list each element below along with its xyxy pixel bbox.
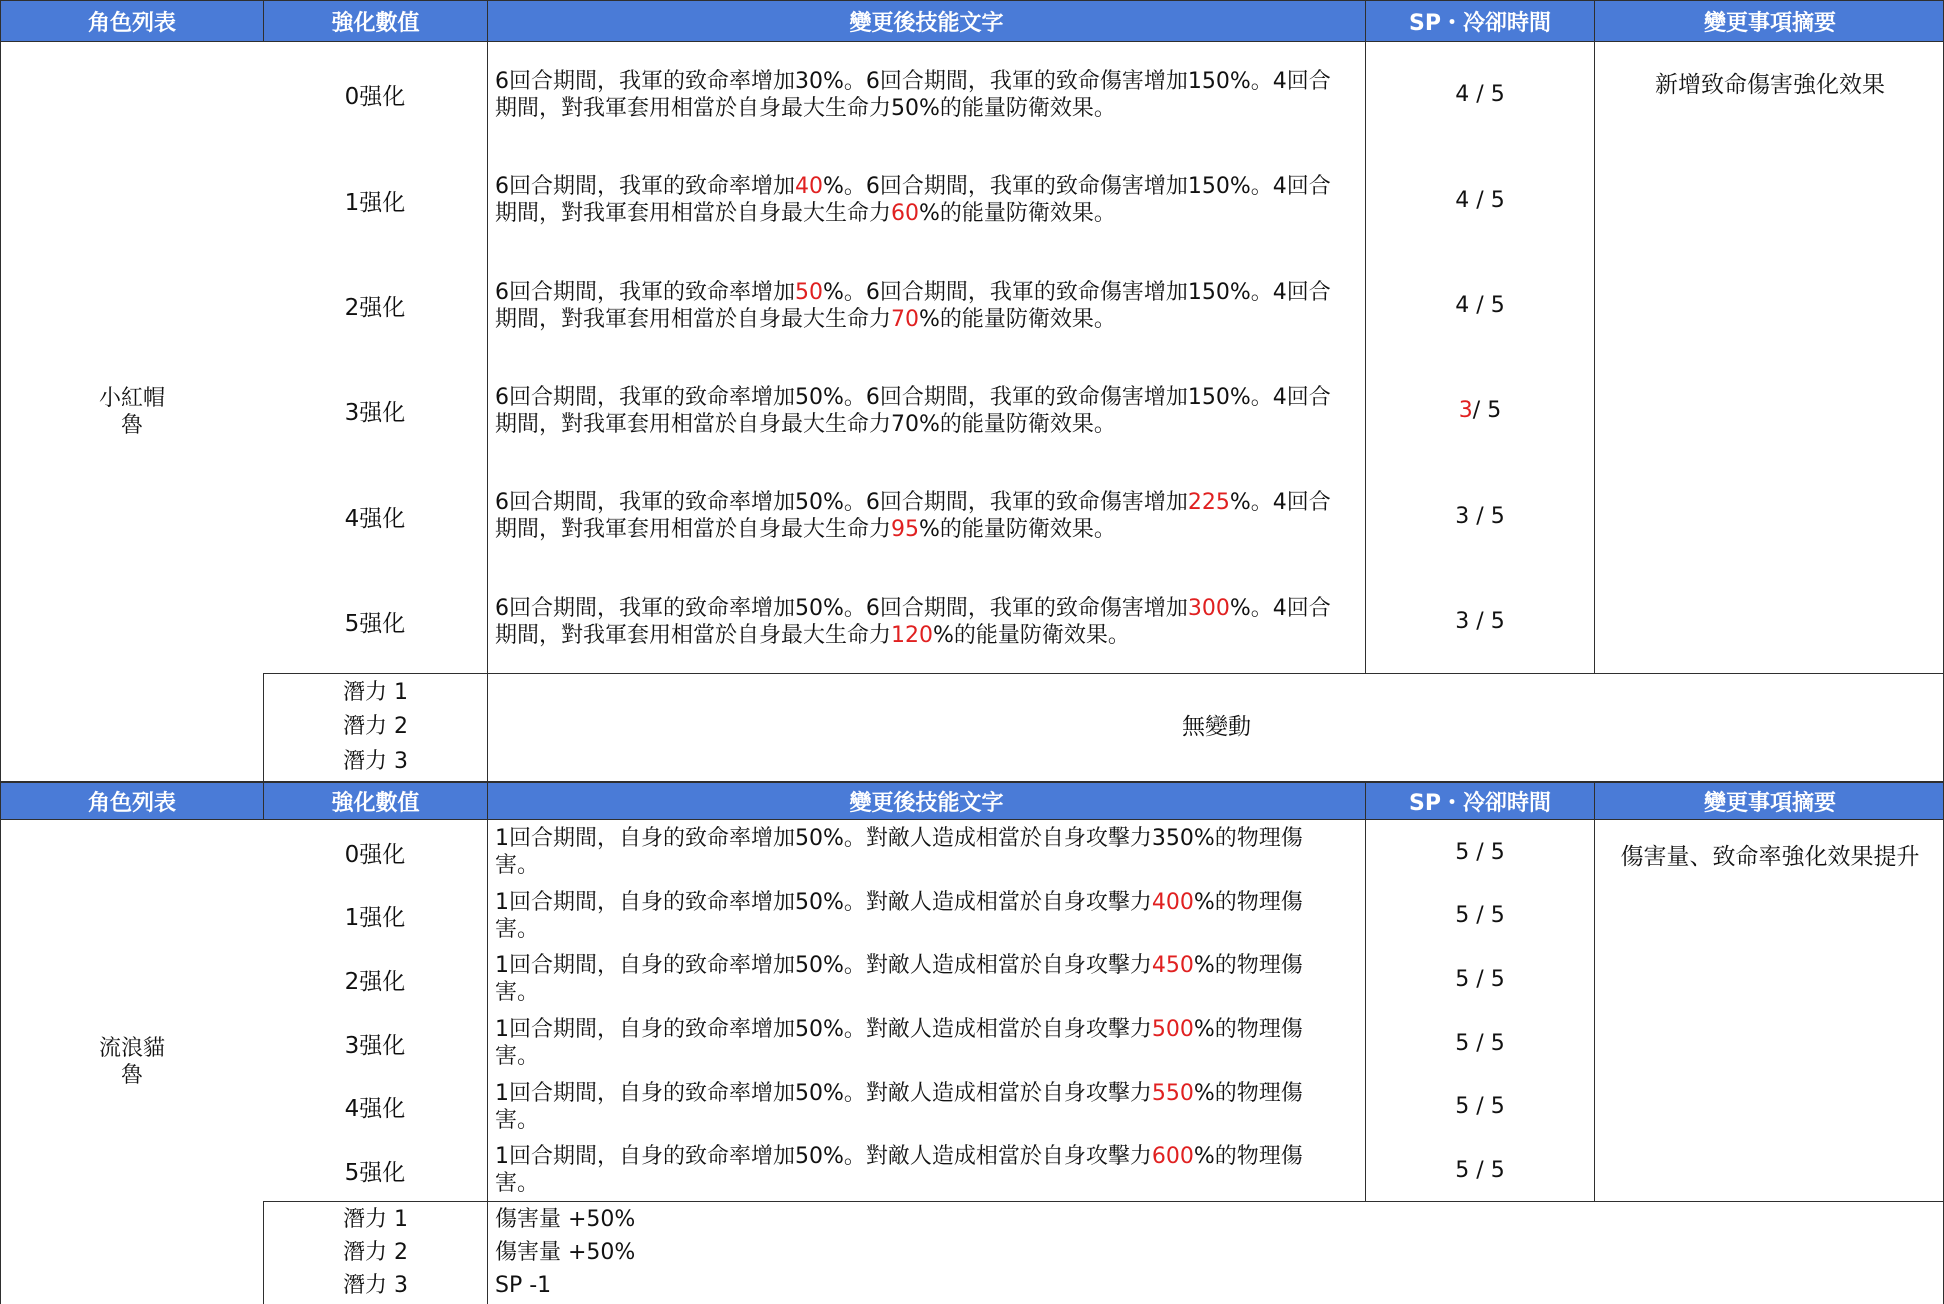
enhance-level: 2强化	[344, 968, 406, 995]
changed-value: 300	[1187, 595, 1230, 621]
text-segment: %。4回合	[1229, 595, 1331, 621]
text-segment: %的能量防衛效果。	[919, 306, 1116, 332]
sp-cooldown	[1365, 358, 1594, 463]
skill-text	[487, 884, 1365, 947]
text-segment: 6回合期間，我軍的致命率增加50%。6回合期間，我軍的致命傷害增加	[495, 595, 1188, 621]
potential-value: 傷害量 +50%	[495, 1207, 636, 1233]
character-name-line2: 魯	[120, 1063, 143, 1088]
enhance-level: 4强化	[344, 505, 406, 532]
enhance-level: 1强化	[344, 905, 406, 931]
sp-cooldown	[1365, 42, 1594, 147]
text-segment: 害。	[495, 853, 540, 878]
text-segment: 5 / 5	[1455, 1157, 1505, 1183]
header-change-summary: 變更事項摘要	[1594, 783, 1944, 819]
text-segment: 1回合期間，自身的致命率增加50%。對敵人造成相當於自身攻擊力	[495, 1144, 1152, 1169]
changed-value: 225	[1187, 490, 1230, 515]
header-enhance-level: 強化數值	[263, 783, 487, 819]
text-segment: 害。	[495, 1107, 540, 1133]
skill-text-line	[495, 952, 1303, 979]
skill-text-line	[495, 1080, 1303, 1107]
skill-text	[487, 569, 1365, 674]
potential-label: 潛力 3	[343, 748, 408, 774]
text-segment: 害。	[495, 1171, 540, 1196]
sp-cooldown	[1365, 820, 1594, 884]
sp-cooldown	[1365, 463, 1594, 569]
table-row	[263, 569, 1594, 674]
header-character-list: 角色列表	[87, 790, 176, 816]
text-segment: 1回合期間，自身的致命率增加50%。對敵人造成相當於自身攻擊力	[495, 1017, 1152, 1042]
text-segment: 1回合期間，自身的致命率增加50%。對敵人造成相當於自身攻擊力	[495, 1080, 1152, 1106]
table-row	[263, 1011, 1594, 1075]
header-sp-cooldown: SP・冷卻時間	[1365, 1, 1594, 41]
text-segment: 6回合期間，我軍的致命率增加50%。6回合期間，我軍的致命傷害增加	[495, 490, 1188, 515]
enhance-level: 1强化	[344, 189, 406, 216]
text-segment: 6回合期間，我軍的致命率增加30%。6回合期間，我軍的致命傷害增加150%。4回合	[495, 68, 1331, 94]
text-segment: %。4回合	[1229, 490, 1331, 515]
skill-text	[487, 147, 1365, 253]
header-sp-cooldown: SP・冷卻時間	[1365, 783, 1594, 819]
potential-divider	[263, 1201, 1944, 1202]
table-row	[263, 1138, 1594, 1202]
skill-text	[487, 1138, 1365, 1202]
skill-text-line	[495, 1170, 539, 1197]
skill-text	[487, 820, 1365, 884]
skill-text-line	[495, 1016, 1303, 1043]
potential-labels	[263, 1202, 487, 1304]
text-segment: 期間，對我軍套用相當於自身最大生命力	[495, 201, 892, 226]
skill-text	[487, 42, 1365, 147]
table-row	[263, 253, 1594, 358]
table-row	[263, 1075, 1594, 1138]
sp-cooldown	[1365, 147, 1594, 253]
skill-text-line	[495, 1143, 1303, 1170]
sp-cooldown	[1365, 1138, 1594, 1202]
text-segment: 期間，對我軍套用相當於自身最大生命力	[495, 517, 892, 542]
character-name-line1: 小紅帽	[98, 385, 165, 411]
change-summary: 新增致命傷害強化效果	[1594, 42, 1944, 674]
table-row	[263, 42, 1594, 147]
character-section-stray-cat	[0, 820, 1944, 1304]
text-segment: 5 / 5	[1455, 1030, 1505, 1056]
text-segment: 4 / 5	[1455, 293, 1505, 318]
skill-text-line	[495, 384, 1331, 411]
potential-label: 潛力 2	[343, 714, 408, 740]
potential-label: 潛力 1	[343, 1207, 408, 1233]
skill-text-line	[495, 306, 1116, 333]
text-segment: %。6回合期間，我軍的致命傷害增加150%。4回合	[823, 279, 1331, 305]
potential-label: 潛力 2	[343, 1239, 408, 1265]
table-row	[263, 463, 1594, 569]
text-segment: 害。	[495, 980, 540, 1005]
skill-text-line	[495, 825, 1303, 852]
change-summary: 傷害量、致命率強化效果提升	[1594, 820, 1944, 1202]
text-segment: %的物理傷	[1193, 1080, 1303, 1106]
changed-value: 600	[1151, 1144, 1194, 1169]
character-name	[1, 42, 263, 781]
potential-labels	[263, 674, 487, 781]
sp-cooldown	[1365, 1011, 1594, 1075]
text-segment: 3 / 5	[1455, 503, 1505, 529]
skill-text-line	[495, 173, 1331, 200]
text-segment: 5 / 5	[1455, 1094, 1505, 1119]
table-row	[263, 884, 1594, 947]
changed-value: 3	[1458, 398, 1473, 423]
text-segment: 期間，對我軍套用相當於自身最大生命力50%的能量防衛效果。	[495, 95, 1116, 121]
text-segment: %的物理傷	[1193, 889, 1303, 915]
skill-text-line	[495, 516, 1116, 543]
text-segment: 期間，對我軍套用相當於自身最大生命力70%的能量防衛效果。	[495, 411, 1116, 437]
text-segment: 1回合期間，自身的致命率增加50%。對敵人造成相當於自身攻擊力	[495, 889, 1152, 915]
text-segment: 期間，對我軍套用相當於自身最大生命力	[495, 622, 892, 648]
text-segment: 4 / 5	[1455, 187, 1505, 213]
skill-text-line	[495, 68, 1331, 95]
skill-text-line	[495, 622, 1130, 649]
header-skill-text: 變更後技能文字	[487, 783, 1365, 819]
enhance-rows	[263, 820, 1594, 1202]
potential-divider	[263, 673, 1944, 674]
header-skill-text: 變更後技能文字	[487, 1, 1365, 41]
character-name-line1: 流浪貓	[98, 1036, 165, 1061]
changed-value: 550	[1151, 1080, 1194, 1106]
text-segment: 1回合期間，自身的致命率增加50%。對敵人造成相當於自身攻擊力350%的物理傷	[495, 826, 1303, 851]
skill-text	[487, 1075, 1365, 1138]
enhance-level: 2强化	[344, 295, 406, 321]
potential-values	[487, 1202, 1944, 1304]
changed-value: 70	[891, 306, 920, 332]
skill-text-line	[495, 411, 1116, 438]
text-segment: %的能量防衛效果。	[919, 201, 1116, 226]
text-segment: 6回合期間，我軍的致命率增加	[495, 279, 795, 305]
sp-cooldown	[1365, 253, 1594, 358]
skill-text	[487, 253, 1365, 358]
potential-label: 潛力 3	[343, 1272, 408, 1298]
text-segment: %的能量防衛效果。	[933, 622, 1130, 648]
sp-cooldown	[1365, 1075, 1594, 1138]
text-segment: %的能量防衛效果。	[919, 517, 1116, 542]
skill-text-line	[495, 279, 1331, 306]
table-row	[263, 820, 1594, 884]
skill-text-line	[495, 1043, 539, 1070]
table-row	[263, 147, 1594, 253]
changed-value: 50	[795, 279, 823, 305]
text-segment: / 5	[1472, 398, 1502, 423]
skill-text-line	[495, 200, 1116, 227]
text-segment: %的物理傷	[1193, 1017, 1303, 1042]
changed-value: 450	[1151, 953, 1194, 978]
skill-text-line	[495, 95, 1116, 122]
header-character-list: 角色列表	[87, 10, 176, 36]
table-row	[263, 358, 1594, 463]
text-segment: 6回合期間，我軍的致命率增加50%。6回合期間，我軍的致命傷害增加150%。4回合	[495, 384, 1331, 410]
text-segment: 害。	[495, 1044, 540, 1069]
text-segment: 6回合期間，我軍的致命率增加	[495, 174, 795, 199]
enhance-level: 3强化	[344, 1032, 406, 1059]
table-row	[263, 947, 1594, 1011]
text-segment: 4 / 5	[1455, 82, 1505, 107]
skill-text-line	[495, 1107, 539, 1134]
potential-value: 傷害量 +50%	[495, 1239, 636, 1265]
text-segment: 1回合期間，自身的致命率增加50%。對敵人造成相當於自身攻擊力	[495, 953, 1152, 978]
text-segment: %的物理傷	[1193, 1144, 1303, 1169]
text-segment: %的物理傷	[1193, 953, 1303, 978]
text-segment: 期間，對我軍套用相當於自身最大生命力	[495, 306, 892, 332]
skill-text-line	[495, 979, 539, 1006]
text-segment: 5 / 5	[1455, 903, 1505, 928]
header-change-summary: 變更事項摘要	[1594, 1, 1944, 41]
text-segment: 害。	[495, 916, 540, 942]
table-header-row	[0, 0, 1944, 42]
potential-value: SP -1	[495, 1272, 552, 1298]
enhance-level: 5强化	[344, 1159, 406, 1186]
text-segment: %。6回合期間，我軍的致命傷害增加150%。4回合	[823, 174, 1331, 199]
character-name	[1, 820, 263, 1304]
text-segment: 3 / 5	[1455, 609, 1505, 634]
changed-value: 95	[891, 517, 920, 542]
skill-text	[487, 947, 1365, 1011]
changed-value: 60	[891, 201, 920, 226]
text-segment: 5 / 5	[1455, 839, 1505, 865]
enhance-level: 4强化	[344, 1096, 406, 1122]
skill-text	[487, 358, 1365, 463]
enhance-level: 3强化	[344, 400, 406, 426]
text-segment: 5 / 5	[1455, 966, 1505, 992]
header-enhance-level: 強化數值	[263, 1, 487, 41]
skill-text	[487, 1011, 1365, 1075]
potential-no-change: 無變動	[487, 674, 1944, 781]
changed-value: 40	[795, 174, 823, 199]
changed-value: 120	[891, 622, 934, 648]
enhance-level: 0强化	[344, 84, 406, 110]
sp-cooldown	[1365, 884, 1594, 947]
skill-text-line	[495, 595, 1331, 622]
sp-cooldown	[1365, 569, 1594, 674]
character-section-red-hood	[0, 42, 1944, 782]
skill-text-line	[495, 916, 539, 943]
potential-label: 潛力 1	[343, 680, 408, 706]
table-header-row	[0, 782, 1944, 820]
changed-value: 500	[1151, 1017, 1194, 1042]
skill-text-line	[495, 889, 1303, 916]
enhance-level: 5强化	[344, 611, 406, 637]
enhance-level: 0强化	[344, 841, 406, 868]
sp-cooldown	[1365, 947, 1594, 1011]
skill-text-line	[495, 852, 539, 879]
skill-text	[487, 463, 1365, 569]
changed-value: 400	[1151, 889, 1194, 915]
enhance-rows	[263, 42, 1594, 674]
character-name-line2: 魯	[120, 412, 143, 438]
skill-text-line	[495, 489, 1331, 516]
